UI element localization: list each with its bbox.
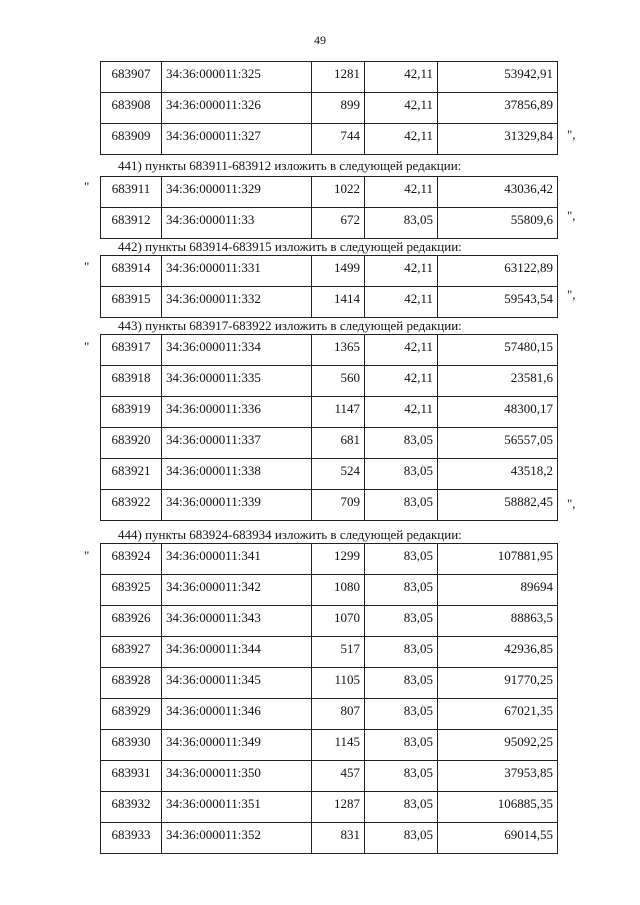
value-cell: 63122,89 bbox=[438, 256, 558, 287]
area-cell: 1414 bbox=[312, 287, 365, 318]
area-cell: 744 bbox=[312, 124, 365, 155]
item-number-cell: 683933 bbox=[101, 823, 162, 854]
rate-cell: 83,05 bbox=[365, 668, 438, 699]
value-cell: 69014,55 bbox=[438, 823, 558, 854]
area-cell: 457 bbox=[312, 761, 365, 792]
cadastral-number-cell: 34:36:000011:33 bbox=[162, 208, 312, 239]
closing-quote: ", bbox=[567, 127, 576, 142]
value-cell: 43518,2 bbox=[438, 459, 558, 490]
table-row bbox=[101, 459, 558, 490]
table-row bbox=[101, 335, 558, 366]
opening-quote: " bbox=[84, 548, 90, 563]
value-cell: 67021,35 bbox=[438, 699, 558, 730]
cadastral-number-cell: 34:36:000011:338 bbox=[162, 459, 312, 490]
rate-cell: 83,05 bbox=[365, 761, 438, 792]
rate-cell: 83,05 bbox=[365, 699, 438, 730]
closing-quote: ", bbox=[567, 496, 576, 511]
rate-cell: 83,05 bbox=[365, 544, 438, 575]
rate-cell: 83,05 bbox=[365, 606, 438, 637]
item-number-cell: 683917 bbox=[101, 335, 162, 366]
area-cell: 1365 bbox=[312, 335, 365, 366]
item-number-cell: 683914 bbox=[101, 256, 162, 287]
item-number-cell: 683926 bbox=[101, 606, 162, 637]
section-heading-443: 443) пункты 683917-683922 изложить в следующей редакции: bbox=[118, 318, 462, 333]
data-table-continued bbox=[100, 61, 558, 155]
value-cell: 56557,05 bbox=[438, 428, 558, 459]
table-row bbox=[101, 823, 558, 854]
rate-cell: 42,11 bbox=[365, 397, 438, 428]
item-number-cell: 683919 bbox=[101, 397, 162, 428]
item-number-cell: 683921 bbox=[101, 459, 162, 490]
item-number-cell: 683929 bbox=[101, 699, 162, 730]
cadastral-number-cell: 34:36:000011:343 bbox=[162, 606, 312, 637]
value-cell: 91770,25 bbox=[438, 668, 558, 699]
value-cell: 37953,85 bbox=[438, 761, 558, 792]
table-row bbox=[101, 606, 558, 637]
cadastral-number-cell: 34:36:000011:326 bbox=[162, 93, 312, 124]
value-cell: 43036,42 bbox=[438, 177, 558, 208]
cadastral-number-cell: 34:36:000011:334 bbox=[162, 335, 312, 366]
item-number-cell: 683915 bbox=[101, 287, 162, 318]
item-number-cell: 683932 bbox=[101, 792, 162, 823]
value-cell: 31329,84 bbox=[438, 124, 558, 155]
area-cell: 1287 bbox=[312, 792, 365, 823]
table-row bbox=[101, 177, 558, 208]
rate-cell: 42,11 bbox=[365, 93, 438, 124]
rate-cell: 83,05 bbox=[365, 208, 438, 239]
cadastral-number-cell: 34:36:000011:349 bbox=[162, 730, 312, 761]
value-cell: 88863,5 bbox=[438, 606, 558, 637]
area-cell: 1145 bbox=[312, 730, 365, 761]
rate-cell: 83,05 bbox=[365, 490, 438, 521]
item-number-cell: 683912 bbox=[101, 208, 162, 239]
rate-cell: 42,11 bbox=[365, 124, 438, 155]
item-number-cell: 683922 bbox=[101, 490, 162, 521]
area-cell: 1070 bbox=[312, 606, 365, 637]
data-table-444 bbox=[100, 543, 558, 854]
cadastral-number-cell: 34:36:000011:337 bbox=[162, 428, 312, 459]
table-row bbox=[101, 93, 558, 124]
area-cell: 560 bbox=[312, 366, 365, 397]
rate-cell: 42,11 bbox=[365, 366, 438, 397]
cadastral-number-cell: 34:36:000011:345 bbox=[162, 668, 312, 699]
value-cell: 107881,95 bbox=[438, 544, 558, 575]
rate-cell: 42,11 bbox=[365, 287, 438, 318]
table-row bbox=[101, 699, 558, 730]
cadastral-number-cell: 34:36:000011:352 bbox=[162, 823, 312, 854]
table-row bbox=[101, 490, 558, 521]
table-row bbox=[101, 668, 558, 699]
opening-quote: " bbox=[84, 259, 90, 274]
item-number-cell: 683908 bbox=[101, 93, 162, 124]
table-row bbox=[101, 575, 558, 606]
cadastral-number-cell: 34:36:000011:344 bbox=[162, 637, 312, 668]
item-number-cell: 683930 bbox=[101, 730, 162, 761]
table-row bbox=[101, 428, 558, 459]
cadastral-number-cell: 34:36:000011:346 bbox=[162, 699, 312, 730]
table-row bbox=[101, 287, 558, 318]
data-table-443 bbox=[100, 334, 558, 521]
value-cell: 58882,45 bbox=[438, 490, 558, 521]
value-cell: 53942,91 bbox=[438, 62, 558, 93]
cadastral-number-cell: 34:36:000011:341 bbox=[162, 544, 312, 575]
value-cell: 42936,85 bbox=[438, 637, 558, 668]
cadastral-number-cell: 34:36:000011:332 bbox=[162, 287, 312, 318]
table-row bbox=[101, 792, 558, 823]
closing-quote: ", bbox=[567, 208, 576, 223]
section-heading-442: 442) пункты 683914-683915 изложить в следующей редакции: bbox=[118, 239, 462, 254]
area-cell: 1281 bbox=[312, 62, 365, 93]
table-row bbox=[101, 256, 558, 287]
area-cell: 831 bbox=[312, 823, 365, 854]
data-table-441 bbox=[100, 176, 558, 239]
area-cell: 1499 bbox=[312, 256, 365, 287]
value-cell: 23581,6 bbox=[438, 366, 558, 397]
section-heading-441: 441) пункты 683911-683912 изложить в следующей редакции: bbox=[118, 158, 462, 173]
area-cell: 1022 bbox=[312, 177, 365, 208]
item-number-cell: 683927 bbox=[101, 637, 162, 668]
table-row bbox=[101, 761, 558, 792]
item-number-cell: 683924 bbox=[101, 544, 162, 575]
opening-quote: " bbox=[84, 179, 90, 194]
cadastral-number-cell: 34:36:000011:329 bbox=[162, 177, 312, 208]
cadastral-number-cell: 34:36:000011:339 bbox=[162, 490, 312, 521]
table-row bbox=[101, 544, 558, 575]
item-number-cell: 683920 bbox=[101, 428, 162, 459]
area-cell: 517 bbox=[312, 637, 365, 668]
area-cell: 672 bbox=[312, 208, 365, 239]
cadastral-number-cell: 34:36:000011:342 bbox=[162, 575, 312, 606]
value-cell: 106885,35 bbox=[438, 792, 558, 823]
table-row bbox=[101, 208, 558, 239]
cadastral-number-cell: 34:36:000011:327 bbox=[162, 124, 312, 155]
data-table-442 bbox=[100, 255, 558, 318]
item-number-cell: 683907 bbox=[101, 62, 162, 93]
cadastral-number-cell: 34:36:000011:351 bbox=[162, 792, 312, 823]
item-number-cell: 683928 bbox=[101, 668, 162, 699]
cadastral-number-cell: 34:36:000011:335 bbox=[162, 366, 312, 397]
rate-cell: 42,11 bbox=[365, 62, 438, 93]
page-number: 49 bbox=[314, 33, 326, 47]
section-heading-444: 444) пункты 683924-683934 изложить в следующей редакции: bbox=[118, 527, 462, 542]
value-cell: 37856,89 bbox=[438, 93, 558, 124]
area-cell: 524 bbox=[312, 459, 365, 490]
area-cell: 1299 bbox=[312, 544, 365, 575]
item-number-cell: 683918 bbox=[101, 366, 162, 397]
table-row bbox=[101, 366, 558, 397]
rate-cell: 42,11 bbox=[365, 177, 438, 208]
item-number-cell: 683911 bbox=[101, 177, 162, 208]
rate-cell: 83,05 bbox=[365, 823, 438, 854]
value-cell: 57480,15 bbox=[438, 335, 558, 366]
opening-quote: " bbox=[84, 339, 90, 354]
value-cell: 48300,17 bbox=[438, 397, 558, 428]
area-cell: 1147 bbox=[312, 397, 365, 428]
rate-cell: 42,11 bbox=[365, 335, 438, 366]
cadastral-number-cell: 34:36:000011:350 bbox=[162, 761, 312, 792]
cadastral-number-cell: 34:36:000011:336 bbox=[162, 397, 312, 428]
area-cell: 1105 bbox=[312, 668, 365, 699]
table-row bbox=[101, 730, 558, 761]
table-row bbox=[101, 124, 558, 155]
value-cell: 59543,54 bbox=[438, 287, 558, 318]
table-row bbox=[101, 637, 558, 668]
rate-cell: 83,05 bbox=[365, 637, 438, 668]
closing-quote: ", bbox=[567, 287, 576, 302]
area-cell: 709 bbox=[312, 490, 365, 521]
cadastral-number-cell: 34:36:000011:331 bbox=[162, 256, 312, 287]
area-cell: 681 bbox=[312, 428, 365, 459]
item-number-cell: 683925 bbox=[101, 575, 162, 606]
value-cell: 55809,6 bbox=[438, 208, 558, 239]
rate-cell: 83,05 bbox=[365, 428, 438, 459]
area-cell: 807 bbox=[312, 699, 365, 730]
rate-cell: 83,05 bbox=[365, 459, 438, 490]
value-cell: 95092,25 bbox=[438, 730, 558, 761]
rate-cell: 83,05 bbox=[365, 575, 438, 606]
table-row bbox=[101, 397, 558, 428]
item-number-cell: 683931 bbox=[101, 761, 162, 792]
area-cell: 1080 bbox=[312, 575, 365, 606]
table-row bbox=[101, 62, 558, 93]
item-number-cell: 683909 bbox=[101, 124, 162, 155]
value-cell: 89694 bbox=[438, 575, 558, 606]
area-cell: 899 bbox=[312, 93, 365, 124]
rate-cell: 83,05 bbox=[365, 730, 438, 761]
rate-cell: 42,11 bbox=[365, 256, 438, 287]
cadastral-number-cell: 34:36:000011:325 bbox=[162, 62, 312, 93]
rate-cell: 83,05 bbox=[365, 792, 438, 823]
